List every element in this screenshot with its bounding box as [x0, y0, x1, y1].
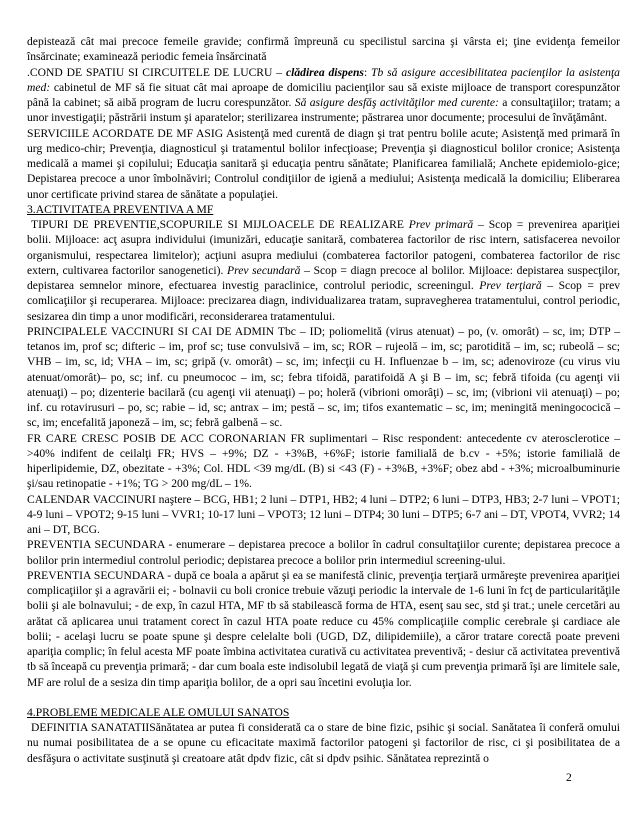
paragraph-prevention-types: [27, 217, 620, 324]
text-run-italic: Tb să asigure accesibilitatea pacienţilor la asistenţa med:: [27, 65, 620, 94]
text-run-bold: clădirea dispens: [285, 65, 364, 79]
text-run: – Scop = diagn precoce al bolilor. Mijloace: depistarea suspecţilor, depistarea semnelor minore, efectuarea investig paraclinice, controlul periodic, screeningul.: [27, 263, 620, 292]
text-run: cabinetul de MF să fie situat cât mai aproape de domiciliu pacienţilor sau să existe mijloace de transport corespunzător până la cabinet; să aibă program de lucru corespunzător.: [27, 80, 620, 109]
paragraph-vaccines: PRINCIPALELE VACCINURI SI CAI DE ADMIN Tbc – ID; poliomelită (virus atenuat) – po, (v. omorât) – sc, im; DTP – tetanos im, prof sc; difteric – im, prof sc; tuse convulsivă – im, sc; ROR – rujeolă – im, sc; parotidită – im, sc; rubeolă – sc; VHB – im, sc, id; VHA – im, sc; gripă (v. omorât) – sc, im; infecţii cu H. Influenzae b – im, sc; adenoviroze (cu virus viu atenuat/omorât)– po, sc; inf. cu pneumococ – im, sc; febra tifoidă, paratifoidă A şi B – im, sc; febră tifoida (cu agenţi vii atenuaţi) – po; dizenterie bacilară (cu agenţi vii atenuaţi) – po; holeră (vibrioni omorâţi) – sc, im; (vibrioni vii atenuaţi) – po; inf. cu rotavirusuri – po, sc; rabie – id, sc; antrax – im; pestă – sc, im; tifos exantematic – sc, im; meningită meningococică – sc, im; encefalită japoneză – im, sc; febră galbenă – sc.: [27, 324, 620, 430]
text-run-italic: Prev secundară: [227, 263, 301, 277]
page-number: 2: [566, 771, 572, 784]
text-run: a consultaţiilor; tratam; a unor investigaţii; păstrării instum şi aparatelor; sterilizarea instrumente; păstrarea unor documente; procesului de învăţământ.: [27, 96, 620, 125]
paragraph-health-definition: DEFINITIA SANATATIISănătatea ar putea fi considerată ca o stare de bine fizic, psihic şi social. Sanătatea îi conferă omului nu numai posibilitatea de a se opune cu eficacitate maximă factorilor patogeni şi factorilor de risc, ci şi posibilitatea de a desfăşura o activitate susţinută şi creatoare atât dpdv fizic, cât si dpdv psihic. Sănătatea reprezintă o: [27, 721, 620, 765]
paragraph-secondary-prevention-list: PREVENTIA SECUNDARA - enumerare – depistarea precoce a bolilor în cadrul consultaţiilor curente; depistarea precoce a bolilor prin intermediul controlul periodic; depistarea precoce a bolilor prin intermediul screening-ului.: [27, 538, 620, 567]
text-run: TIPURI DE PREVENTIE,SCOPURILE SI MIJLOACELE DE REALIZARE: [31, 218, 409, 231]
document-body: [27, 34, 620, 766]
paragraph-secondary-prevention: PREVENTIA SECUNDARA - după ce boala a apărut şi ea se manifestă clinic, prevenţia terţiară urmăreşte prevenirea apariţiei complicaţiilor şi a agravării ei; - bolnavii cu boli cronice trebuie văzuţi periodic la intervale de 1-6 luni în fcţ de particularităţile bolii şi ale bolnavului; - de exp, în cazul HTA, MF tb să stabilească forma de HTA, esenţ sau sec, std şi trat.; unele cercetări au arătat că aplicarea unui tratament corect în cazul HTA poate reduce cu 45% complicaţiile complic cerebrale şi cardiace ale bolii; - acelaşi lucru se poate spune şi despre celelalte boli (UGD, DZ, dilipidemiile), a căror tratare corectă poate preveni apariţia complic; în felul acesta MF poate îmbina activitatea curativă cu activitatea preventivă; - desiur că activitatea preventivă tb să înceapă cu prevenţia primară; - dar cum boala este indisolubil legată de viaţă şi cum prevenţia primară îşi are limitele sale, MF are rolul de a sesiza din timp apariţia bolilor, de a opri sau încetini evoluţia lor.: [27, 568, 620, 689]
text-run: – Scop = prev comlicaţiilor şi recuperarea. Mijloace: precizarea diagn, individualizarea tratam, supravegherea tratamentului, control periodic, sesizarea din timp a unor modificări, reconsiderarea tratamentului.: [27, 279, 621, 323]
section-heading-4: 4.PROBLEME MEDICALE ALE OMULUI SANATOS: [27, 705, 290, 719]
spacer: [27, 690, 620, 705]
paragraph-vaccine-calendar: CALENDAR VACCINURI naştere – BCG, HB1; 2 luni – DTP1, HB2; 4 luni – DTP2; 6 luni – DTP3, HB3; 2-7 luni – VPOT1; 4-9 luni – VPOT2; 9-15 luni – VVR1; 10-17 luni – VPOT3; 12 luni – DTP4; 30 luni – DTP5; 6-7 ani – DT, VPOT4, VVR2; 14 ani – DT, BCG.: [27, 492, 620, 536]
text-run: :: [363, 65, 372, 79]
paragraph-work-conditions: [27, 65, 620, 126]
paragraph-pregnancy: depistează cât mai precoce femeile gravide; confirmă împreună cu specilistul sarcina şi vârsta ei; ţine evidenţa femeilor însărcinate; examinează periodic femeia însărcinată: [27, 35, 620, 64]
text-run-italic: Prev primară: [408, 218, 474, 231]
text-run-italic: Să asigure desfăş activităţilor med curente:: [294, 96, 499, 109]
paragraph-services: SERVICIILE ACORDATE DE MF ASIG Asistenţă med curentă de diagn şi trat pentru bolile acute; Asistenţă med primară în urg medico-chir; Prevenţia, diagnosticul şi tratamentul bolilor infecţioase; Prevenţia şi diagnosticul bolilor cronice; Asistenţa medicală a mamei şi copilului; Educaţia sanitară şi educaţia pentru sănătate; Planificarea familială; Anchete epidemiolo-gice; Depistarea precoce a unor îmbolnăviri; Controlul condiţiilor de igienă a mediului; Asistenţa medicală la domiciliu; Eliberarea unor certificate privind starea de sănătate a populaţiei.: [27, 126, 620, 201]
text-run-italic: Prev terţiară: [479, 279, 542, 292]
section-heading-3: 3.ACTIVITATEA PREVENTIVA A MF: [27, 202, 214, 216]
text-run: .COND DE SPATIU SI CIRCUITELE DE LUCRU –: [27, 65, 286, 79]
paragraph-coronary-risk: FR CARE CRESC POSIB DE ACC CORONARIAN FR suplimentari – Risc respondent: antecedente cv aterosclerotice – >40% indifent de ceilalţi FR; HVS – +9%; DZ - +3%B, +6%F; istorie familială de b.cv - +5%; istorie familială de hiperlipidemie, DZ, obezitate - +3%; Col. HDL <39 mg/dL (B) si <43 (F) - +3%B, +3%F; obez abd - +3%; microalbuminurie şi/sau retinopatie - +1%; TG > 200 mg/dL – 1%.: [27, 431, 620, 491]
text-run: – Scop = prevenirea apariţiei bolii. Mijloace: acţ asupra individului (imunizări, educaţie sanitară, combaterea factorilor de risc intern, satisfacerea nevoilor organismului, respectarea limitelor); acţiuni asupra mediului (combaterea factorilor patogeni, combaterea factorilor de risc extern, cultivarea factorilor sanogenetici).: [27, 218, 620, 277]
